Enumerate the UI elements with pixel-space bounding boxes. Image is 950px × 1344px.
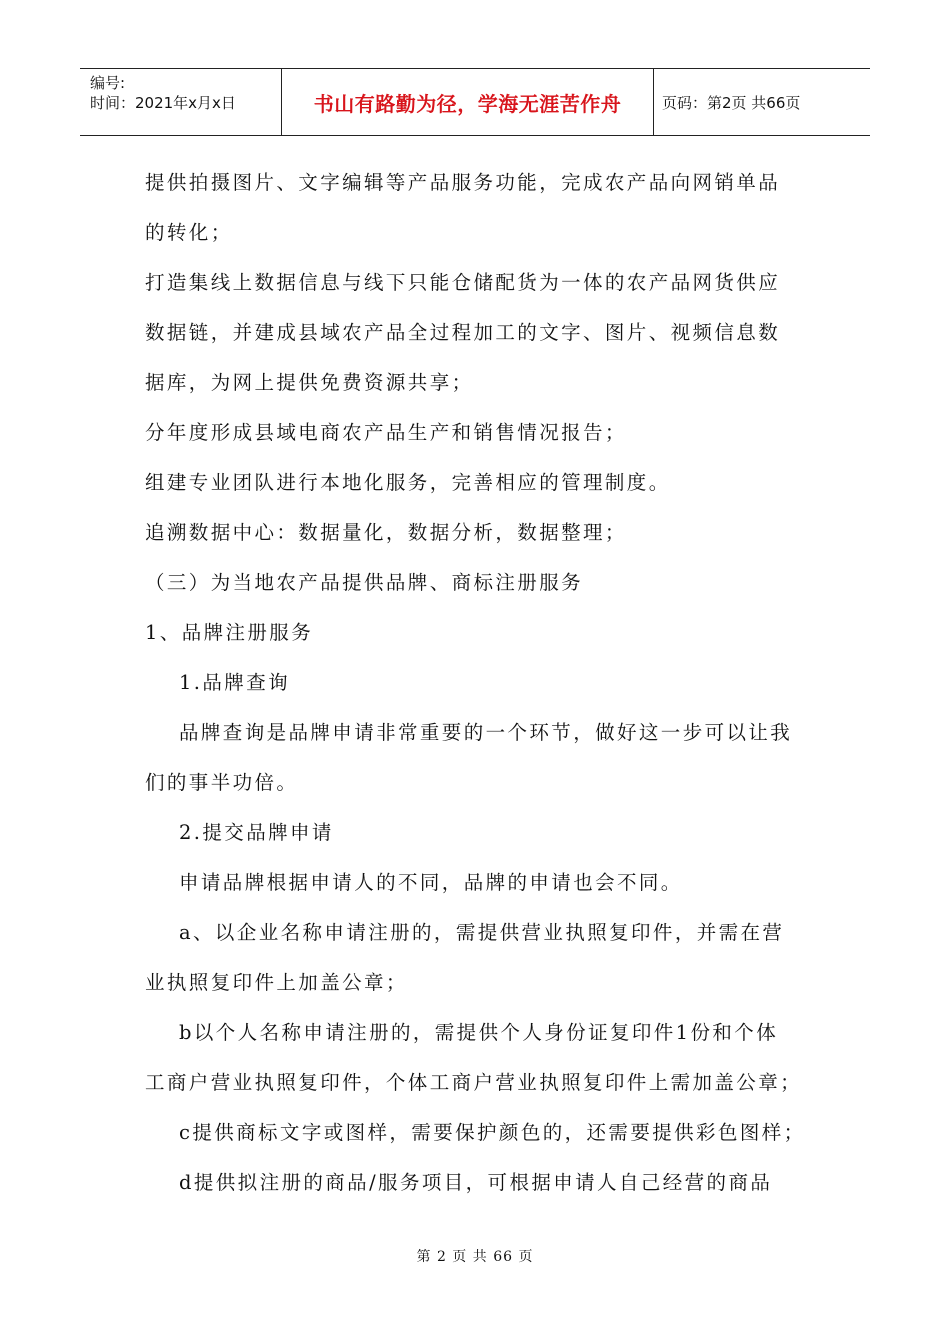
step-heading: 1.品牌查询	[179, 671, 291, 694]
body-line: 的转化；	[145, 221, 233, 244]
number-label: 编号:	[90, 74, 126, 92]
body-line: 品牌查询是品牌申请非常重要的一个环节，做好这一步可以让我	[179, 721, 793, 744]
list-item: d提供拟注册的商品/服务项目，可根据申请人自己经营的商品	[179, 1171, 773, 1194]
body-line: 数据链，并建成县域农产品全过程加工的文字、图片、视频信息数	[145, 321, 781, 344]
body-line: 业执照复印件上加盖公章；	[145, 971, 408, 994]
list-item: c提供商标文字或图样，需要保护颜色的，还需要提供彩色图样；	[179, 1121, 806, 1144]
body-line: 打造集线上数据信息与线下只能仓储配货为一体的农产品网货供应	[145, 271, 781, 294]
body-line: 追溯数据中心：数据量化，数据分析，数据整理；	[145, 521, 627, 544]
document-header	[80, 68, 870, 136]
page-footer: 第 2 页 共 66 页	[416, 1249, 534, 1265]
page-info: 页码：第2页 共66页	[662, 93, 801, 112]
body-line: 们的事半功倍。	[145, 771, 299, 794]
body-line: 据库，为网上提供免费资源共享；	[145, 371, 474, 394]
body-line: 工商户营业执照复印件，个体工商户营业执照复印件上需加盖公章；	[145, 1071, 803, 1094]
section-heading: （三）为当地农产品提供品牌、商标注册服务	[145, 571, 584, 594]
header-motto-cell	[282, 69, 654, 135]
step-heading: 2.提交品牌申请	[179, 821, 334, 844]
body-line: 提供拍摄图片、文字编辑等产品服务功能，完成农产品向网销单品	[145, 171, 781, 194]
time-label: 时间：2021年x月x日	[90, 94, 236, 112]
body-line: 分年度形成县域电商农产品生产和销售情况报告；	[145, 421, 627, 444]
body-line: 组建专业团队进行本地化服务，完善相应的管理制度。	[145, 471, 671, 494]
document-body	[145, 158, 805, 1208]
list-item: a、以企业名称申请注册的，需提供营业执照复印件，并需在营	[179, 921, 785, 944]
motto-text: 书山有路勤为径，学海无涯苦作舟	[313, 91, 622, 116]
header-meta-cell	[80, 69, 282, 135]
body-line: 申请品牌根据申请人的不同，品牌的申请也会不同。	[179, 871, 683, 894]
subsection-heading: 1、品牌注册服务	[145, 621, 314, 644]
list-item: b以个人名称申请注册的，需提供个人身份证复印件1份和个体	[179, 1021, 779, 1044]
header-page-cell	[654, 69, 870, 135]
